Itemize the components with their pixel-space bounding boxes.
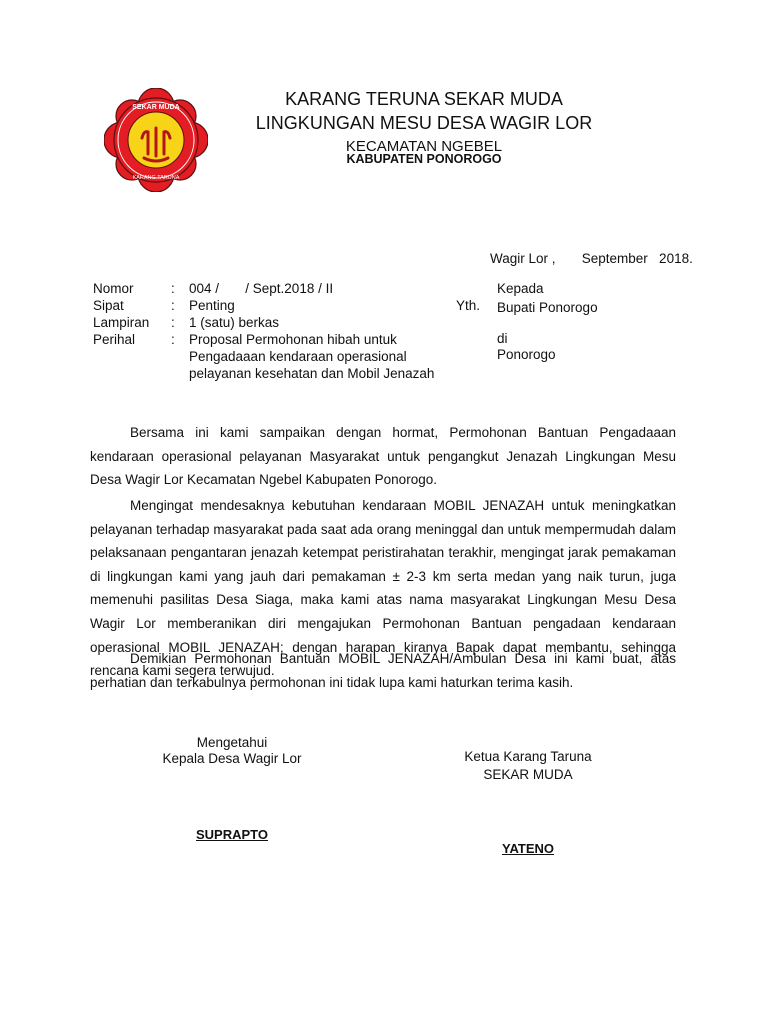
field-label-perihal: Perihal: [93, 332, 136, 347]
letterhead-line-2: LINGKUNGAN MESU DESA WAGIR LOR: [255, 113, 593, 133]
signature-left-line-1: Mengetahui: [196, 735, 268, 750]
recipient-line-1: Kepada: [497, 281, 544, 296]
field-label-sipat: Sipat: [93, 298, 124, 313]
signature-left-line-2: Kepala Desa Wagir Lor: [162, 751, 302, 766]
letterhead-line-4: KABUPATEN PONOROGO: [346, 152, 502, 166]
field-colon: :: [171, 281, 175, 296]
recipient-line-2: Bupati Ponorogo: [497, 300, 598, 315]
recipient-line-3: di: [497, 331, 508, 346]
field-colon: :: [171, 332, 175, 347]
signature-right-line-1: Ketua Karang Taruna: [464, 749, 592, 764]
field-value-lampiran: 1 (satu) berkas: [189, 315, 280, 330]
logo-top-text: SEKAR MUDA: [132, 104, 180, 111]
recipient-line-4: Ponorogo: [497, 347, 556, 362]
date-line: Wagir Lor , September 2018.: [490, 251, 693, 266]
recipient-yth: Yth.: [456, 298, 481, 313]
field-value-perihal-3: pelayanan kesehatan dan Mobil Jenazah: [189, 366, 435, 381]
body-paragraph-1: Bersama ini kami sampaikan dengan hormat, Permohonan Bantuan Pengadaaan kendaraan operasional pelayanan Masyarakat untuk pengangkut Jenazah Lingkungan Mesu Desa Wagir Lor Kecamatan Ngebel Kabupaten Ponorogo.: [90, 425, 676, 488]
field-value-nomor: 004 / / Sept.2018 / II: [189, 281, 334, 296]
signature-left-name: SUPRAPTO: [196, 827, 268, 842]
body-paragraph-3: Demikian Permohonan Bantuan MOBIL JENAZAH/Ambulan Desa ini kami buat, atas perhatian dan terkabulnya permohonan ini tidak lupa kami haturkan terima kasih.: [90, 651, 676, 690]
field-colon: :: [171, 315, 175, 330]
field-colon: :: [171, 298, 175, 313]
body-paragraph-2: Mengingat mendesaknya kebutuhan kendaraan MOBIL JENAZAH untuk meningkatkan pelayanan terhadap masyarakat pada saat ada orang meninggal dan untuk mempermudah dalam pelaksanaan pengantaran jenazah ketempat peristirahatan terakhir, mengingat jarak pemakaman di lingkungan kami yang jauh dari pemakaman ± 2-3 km serta medan yang naik turun, juga memenuhi pasilitas Desa Siaga, maka kami atas nama masyarakat Lingkungan Mesu Desa Wagir Lor memberanikan diri mengajukan Permohonan Bantuan pengadaan kendaraan operasional MOBIL JENAZAH; dengan harapan kiranya Bapak dapat membantu, sehingga rencana kami segera terwujud.: [90, 498, 676, 679]
field-label-lampiran: Lampiran: [93, 315, 150, 330]
field-value-perihal-2: Pengadaaan kendaraan operasional: [189, 349, 407, 364]
letterhead-line-1: KARANG TERUNA SEKAR MUDA: [285, 89, 563, 109]
logo-bottom-text: KARANG TARUNA: [132, 175, 180, 181]
field-value-sipat: Penting: [189, 298, 235, 313]
organization-logo: [104, 88, 208, 192]
signature-right-line-2: SEKAR MUDA: [483, 767, 573, 782]
letterhead-line-3: KECAMATAN NGEBEL: [345, 138, 503, 155]
field-value-perihal-1: Proposal Permohonan hibah untuk: [189, 332, 397, 347]
signature-right-name: YATENO: [501, 841, 554, 856]
field-label-nomor: Nomor: [93, 281, 134, 296]
sekar-muda-emblem-icon: [104, 88, 208, 192]
